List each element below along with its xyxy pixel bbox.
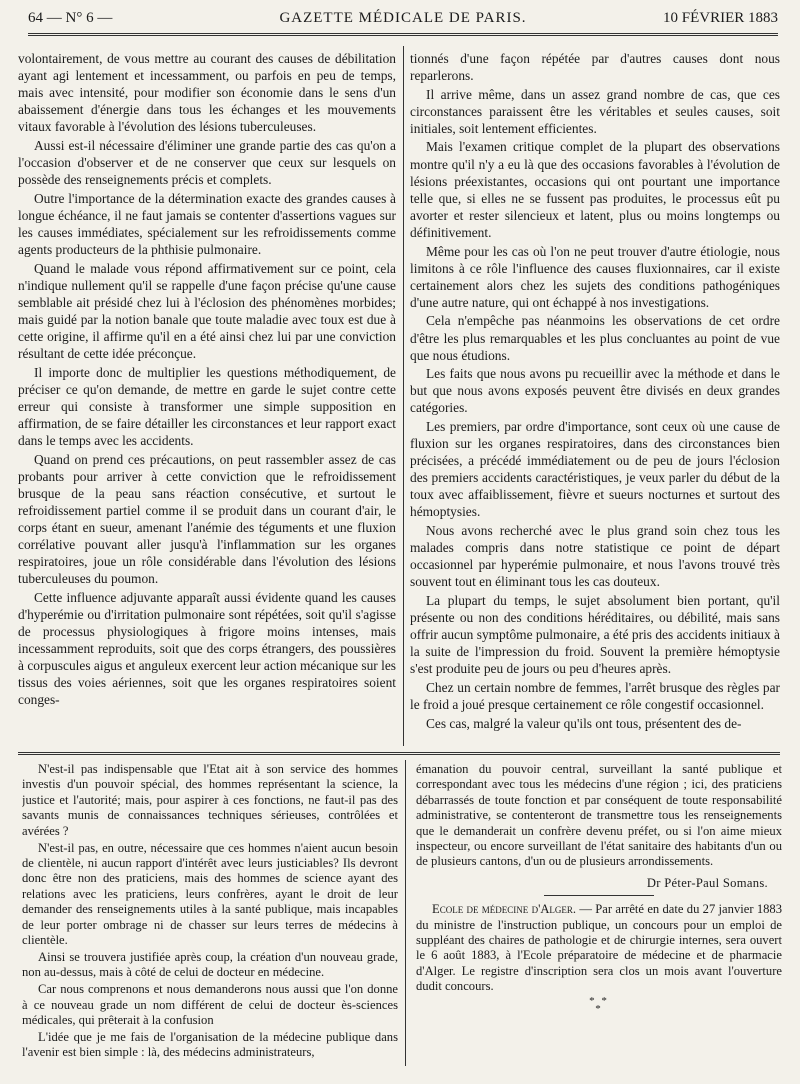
page-number: 64 — N° 6 — (28, 10, 113, 26)
paragraph: Car nous comprenons et nous demanderons nous aussi que l'on donne à ce nouveau grade un nom différent de celui de docteur ès-sciences médicales, qui prêterait à la confusion (22, 982, 398, 1027)
paragraph: Les premiers, par ordre d'importance, sont ceux où une cause de fluxion sur les organes respiratoires, dans des circonstances bien précisées, a précédé immédiatement ou de peu de jours l'éclosion des premiers accidents caractéristiques, je veux parler du début de la toux avec affaiblissement, fièvre et sueurs nocturnes et surtout des hémoptysies. (410, 418, 780, 520)
news-body: — Par arrêté en date du 27 janvier 1883 du ministre de l'instruction publique, un concours pour un emploi de suppléant des chaires de pathologie et de chirurgie internes, sera ouvert le 6 août 1883, à l'Ecole préparatoire de médecine et de pharmacie d'Alger. Le registre d'inscription sera clos un mois avant l'ouverture dudit concours. (416, 902, 782, 994)
paragraph: Quand on prend ces précautions, on peut rassembler assez de cas probants pour arriver à cette conviction que le refroidissement brusque de la peau sans réaction consécutive, et surtout le refroidissement partiel comme il se produit dans un courant d'air, le corps étant en sueur, amenant l'anémie des téguments et une fluxion corrélative pouvant aller jusqu'à l'inflammation sur les organes respiratoires, joue un rôle considérable dans l'évolution des lésions tuberculeuses du poumon. (18, 451, 396, 587)
paragraph: N'est-il pas, en outre, nécessaire que ces hommes n'aient aucun besoin de clientèle, ni aucun rapport d'intérêt avec leurs justiciables? Ils devront donc être non des praticiens, mais des hommes de science ayant des relations avec les praticiens, leurs confrères, ayant le droit de leur demander des renseignements utiles à la santé publique, mais incapables de leur porter ombrage ni de chasser sur leurs terres de médecins à clientèle. (22, 840, 398, 947)
paragraph: Même pour les cas où l'on ne peut trouver d'autre étiologie, nous limitons à ce rôle l'influence des causes fluxionnaires, car il existe certainement alors chez les sujets des conditions pathogéniques d'une autre nature, qui ont échappé à nos investigations. (410, 243, 780, 310)
paragraph: Il importe donc de multiplier les questions méthodiquement, de préciser ce qu'on demande, de mettre en garde le sujet contre cette erreur qui consiste à transformer une simple supposition en affirmation, de se faire détailler les circonstances et leur rapport exact dans le temps avec les accidents. (18, 364, 396, 449)
paragraph: L'idée que je me fais de l'organisation de la médecine publique dans l'avenir est bien simple : là, des médecins administrateurs, (22, 1029, 398, 1060)
paragraph: Cela n'empêche pas néanmoins les observations de cet ordre d'être les plus remarquables et les plus concluantes au point de vue que nous étudions. (410, 313, 780, 363)
article-column-right (410, 50, 780, 748)
paragraph: Mais l'examen critique complet de la plupart des observations montre qu'il n'y a eu là que des occasions favorables à l'évolution de lésions préexistantes, occasions qui ont pourtant une importance telle que, si elles ne se fussent pas produites, le processus eût pu avorter et rester silencieux et latent, plus ou moins longtemps ou définitivement. (410, 139, 780, 240)
news-item (416, 902, 782, 994)
paragraph: La plupart du temps, le sujet absolument bien portant, qu'il présente ou non des conditions héréditaires, ou débilité, mais sans offrir aucun symptôme pulmonaire, a été pris des accidents initiaux à la suite de l'impression du froid. Souvent la première hémoptysie s'est produite peu de jours ou peu d'heures après. (410, 592, 780, 677)
column-divider (405, 760, 406, 1066)
paragraph: Aussi est-il nécessaire d'éliminer une grande partie des cas qu'on a l'occasion d'observer et de ne conserver que ceux sur lesquels on possède des renseignements précis et complets. (18, 137, 396, 188)
article-column-left (18, 50, 396, 748)
paragraph: Nous avons recherché avec le plus grand soin chez tous les malades compris dans notre statistique ce point de départ occasionnel par hyperémie pulmonaire, et nous l'avons trouvé très souvent tout en éliminant tous les cas douteux. (410, 523, 780, 590)
paragraph: émanation du pouvoir central, surveillant la santé publique et correspondant avec tous les médecins d'une région ; ici, des praticiens débarrassés de toute fonction et par conséquent de toute responsabilité administrative, se contenteront de transmettre tous les renseignements que le demanderait un confrère devenu préfet, ou si l'on aime mieux inspecteur, ou encore surveillant de l'état sanitaire des habitants d'un ou de plusieurs cantons, d'un ou de plusieurs arrondissements. (416, 762, 782, 869)
paragraph: Quand le malade vous répond affirmativement sur ce point, cela n'indique nullement qu'il se rappelle d'une façon précise qu'une cause semblable ait présidé chez lui à l'éclosion des phénomènes morbides; mais guidé par la notion banale que toute maladie avec toux est due à cette origine, il affirme qu'il en a été ainsi chez lui par une conviction résultant de cette idée préconçue. (18, 260, 396, 362)
paragraph: Il arrive même, dans un assez grand nombre de cas, que ces circonstances paraissent être les véritables et seules causes, soit initiales, soit lentement efficientes. (410, 86, 780, 136)
paragraph: N'est-il pas indispensable que l'Etat ait à son service des hommes investis d'un pouvoir spécial, des hommes représentant la science, la justice et l'autorité; mais, pour aspirer à ces fonctions, ne faut-il pas des savants munis de connaissances techniques sérieuses, contrôlées et avérées ? (22, 762, 398, 838)
paragraph: Cette influence adjuvante apparaît aussi évidente quand les causes d'hyperémie ou d'irritation pulmonaire sont répétées, soit qu'il s'agisse de processus physiologiques à frigore moins intenses, mais incessamment reproduits, soit que des corps étrangers, des poussières à corpuscules aigus et anguleux exercent leur action mécanique sur les tissus des voies aériennes, soit que les organes respiratoires soient conges- (18, 589, 396, 708)
author-signature: Dr Péter-Paul Somans. (646, 875, 768, 890)
section-rule (18, 752, 780, 758)
paragraph: Les faits que nous avons pu recueillir avec la méthode et dans le but que nous avons exposés peuvent être divisés en deux grandes catégories. (410, 366, 780, 416)
header-rule (28, 33, 778, 39)
page-header (28, 10, 778, 30)
feuilleton-column-left (22, 762, 398, 1064)
paragraph: Chez un certain nombre de femmes, l'arrêt brusque des règles par le froid a joué presque certainement ce rôle congestif occasionnel. (410, 679, 780, 712)
issue-date: 10 FÉVRIER 1883 (662, 10, 778, 26)
paragraph: tionnés d'une façon répétée par d'autres causes dont nous reparlerons. (410, 51, 780, 84)
paragraph: Outre l'importance de la détermination exacte des grandes causes à longue échéance, il ne faut jamais se contenter d'assertions vagues sur les causes immédiates, spécialement sur les refroidissements comme agents producteurs de la phthisie pulmonaire. (18, 190, 396, 258)
journal-title: GAZETTE MÉDICALE DE PARIS. (279, 10, 527, 26)
feuilleton-column-right (416, 762, 782, 1064)
paragraph: volontairement, de vous mettre au courant des causes de débilitation ayant agi lentement et incessamment, ou parfois en peu de temps, mais avec intensité, pour modifier son économie dans le sens d'un abaissement d'énergie dans tous les échanges et les mouvements vitaux favorable à l'évolution des lésions tuberculeuses. (18, 51, 396, 135)
column-divider (403, 46, 404, 746)
asterism: * * * (589, 994, 609, 1015)
paragraph: Ainsi se trouvera justifiée après coup, la création d'un nouveau grade, non au-dessus, mais à côté de celui de docteur en médecine. (22, 949, 398, 980)
paragraph: Ces cas, malgré la valeur qu'ils ont tous, présentent des de- (426, 715, 742, 731)
separator-rule (544, 895, 654, 896)
news-title: Ecole de médecine d'Alger. (432, 902, 577, 917)
